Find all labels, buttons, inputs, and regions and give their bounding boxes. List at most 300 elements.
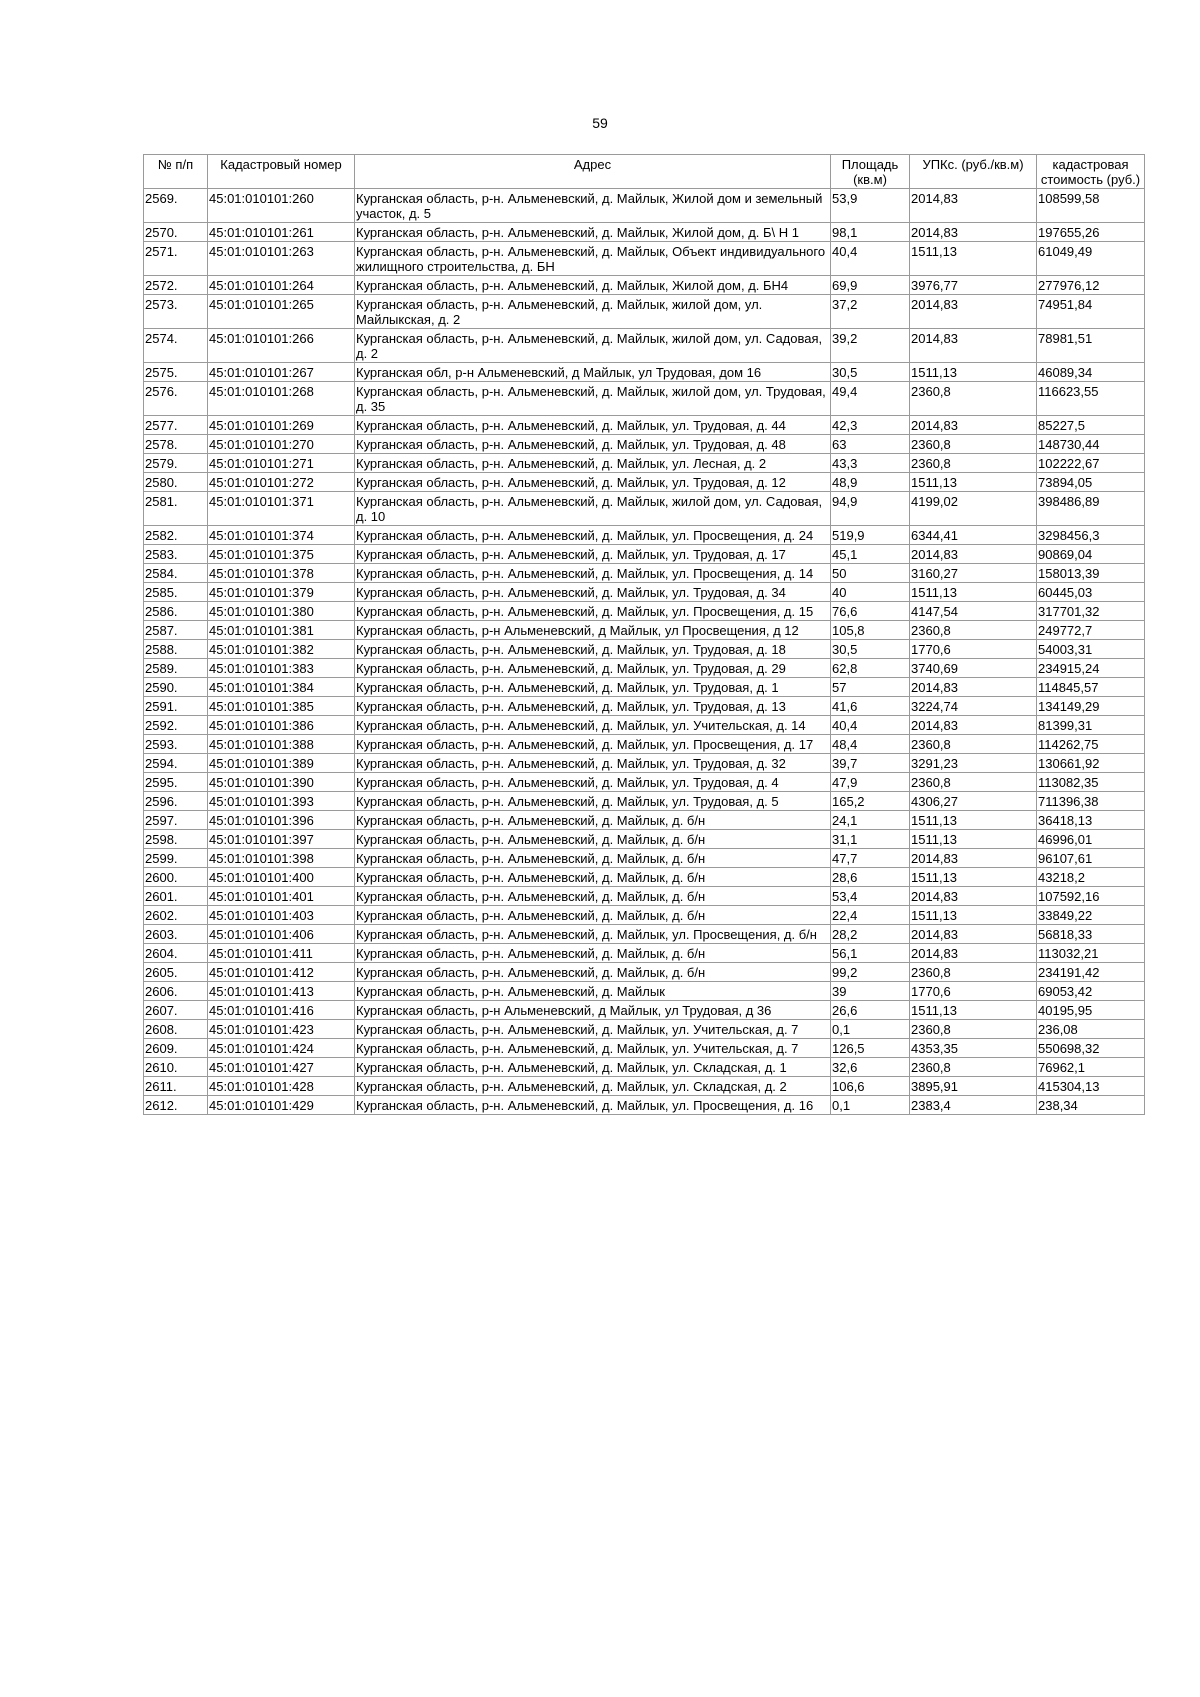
row-number-cell: 2595. [144,773,208,792]
table-row [144,564,1145,583]
cadastral-number-cell: 45:01:010101:393 [208,792,355,811]
area-cell: 22,4 [831,906,910,925]
area-cell: 26,6 [831,1001,910,1020]
table-row [144,473,1145,492]
cadastral-number-cell: 45:01:010101:268 [208,382,355,416]
address-cell: Курганская область, р-н. Альменевский, д. Майлык, ул. Складская, д. 1 [355,1058,831,1077]
area-cell: 39,2 [831,329,910,363]
specific-value-cell: 2360,8 [910,621,1037,640]
cadastral-value-cell: 96107,61 [1037,849,1145,868]
area-cell: 47,7 [831,849,910,868]
address-cell: Курганская область, р-н. Альменевский, д. Майлык, Жилой дом, д. БН4 [355,276,831,295]
cadastral-value-cell: 134149,29 [1037,697,1145,716]
table-row [144,640,1145,659]
table-row [144,1058,1145,1077]
area-cell: 30,5 [831,363,910,382]
address-cell: Курганская область, р-н. Альменевский, д. Майлык, ул. Трудовая, д. 17 [355,545,831,564]
cadastral-number-cell: 45:01:010101:264 [208,276,355,295]
row-number-cell: 2571. [144,242,208,276]
address-cell: Курганская область, р-н. Альменевский, д. Майлык, д. б/н [355,868,831,887]
table-row [144,621,1145,640]
table-body [144,189,1145,1115]
cadastral-value-cell: 85227,5 [1037,416,1145,435]
area-cell: 57 [831,678,910,697]
area-cell: 48,9 [831,473,910,492]
cadastral-number-cell: 45:01:010101:424 [208,1039,355,1058]
specific-value-cell: 3895,91 [910,1077,1037,1096]
cadastral-number-cell: 45:01:010101:265 [208,295,355,329]
address-cell: Курганская область, р-н. Альменевский, д. Майлык, ул. Лесная, д. 2 [355,454,831,473]
cadastral-number-cell: 45:01:010101:388 [208,735,355,754]
cadastral-number-cell: 45:01:010101:381 [208,621,355,640]
area-cell: 28,6 [831,868,910,887]
table-row [144,454,1145,473]
specific-value-cell: 2014,83 [910,944,1037,963]
specific-value-cell: 2360,8 [910,1058,1037,1077]
cadastral-value-cell: 107592,16 [1037,887,1145,906]
table-row [144,223,1145,242]
area-cell: 31,1 [831,830,910,849]
table-row [144,242,1145,276]
area-cell: 32,6 [831,1058,910,1077]
row-number-cell: 2579. [144,454,208,473]
cadastral-value-cell: 102222,67 [1037,454,1145,473]
address-cell: Курганская область, р-н. Альменевский, д. Майлык, д. б/н [355,906,831,925]
row-number-cell: 2576. [144,382,208,416]
cadastral-value-cell: 3298456,3 [1037,526,1145,545]
cadastral-number-cell: 45:01:010101:378 [208,564,355,583]
cadastral-value-cell: 114845,57 [1037,678,1145,697]
cadastral-value-cell: 56818,33 [1037,925,1145,944]
address-cell: Курганская область, р-н. Альменевский, д. Майлык, ул. Просвещения, д. 24 [355,526,831,545]
row-number-cell: 2600. [144,868,208,887]
table-row [144,697,1145,716]
specific-value-cell: 4199,02 [910,492,1037,526]
row-number-cell: 2607. [144,1001,208,1020]
row-number-cell: 2612. [144,1096,208,1115]
specific-value-cell: 2383,4 [910,1096,1037,1115]
cadastral-value-cell: 116623,55 [1037,382,1145,416]
table-row [144,830,1145,849]
area-cell: 45,1 [831,545,910,564]
area-cell: 49,4 [831,382,910,416]
address-cell: Курганская область, р-н. Альменевский, д. Майлык, ул. Учительская, д. 7 [355,1039,831,1058]
cadastral-value-cell: 148730,44 [1037,435,1145,454]
table-row [144,189,1145,223]
cadastral-number-cell: 45:01:010101:269 [208,416,355,435]
cadastral-value-cell: 76962,1 [1037,1058,1145,1077]
cadastral-value-cell: 234915,24 [1037,659,1145,678]
specific-value-cell: 2360,8 [910,773,1037,792]
row-number-cell: 2575. [144,363,208,382]
address-cell: Курганская область, р-н. Альменевский, д. Майлык, ул. Складская, д. 2 [355,1077,831,1096]
address-cell: Курганская область, р-н. Альменевский, д. Майлык, жилой дом, ул. Трудовая, д. 35 [355,382,831,416]
address-cell: Курганская область, р-н. Альменевский, д. Майлык, ул. Трудовая, д. 13 [355,697,831,716]
row-number-cell: 2591. [144,697,208,716]
area-cell: 106,6 [831,1077,910,1096]
specific-value-cell: 2360,8 [910,963,1037,982]
address-cell: Курганская область, р-н. Альменевский, д. Майлык, ул. Просвещения, д. 14 [355,564,831,583]
specific-value-cell: 4147,54 [910,602,1037,621]
row-number-cell: 2598. [144,830,208,849]
row-number-cell: 2573. [144,295,208,329]
row-number-cell: 2605. [144,963,208,982]
table-row [144,906,1145,925]
address-cell: Курганская область, р-н. Альменевский, д. Майлык, ул. Трудовая, д. 18 [355,640,831,659]
area-cell: 56,1 [831,944,910,963]
cadastral-number-cell: 45:01:010101:384 [208,678,355,697]
specific-value-cell: 2014,83 [910,329,1037,363]
area-cell: 94,9 [831,492,910,526]
cadastral-value-cell: 398486,89 [1037,492,1145,526]
area-cell: 40 [831,583,910,602]
cadastral-value-cell: 40195,95 [1037,1001,1145,1020]
specific-value-cell: 1511,13 [910,473,1037,492]
cadastral-number-cell: 45:01:010101:371 [208,492,355,526]
table-row [144,1001,1145,1020]
cadastral-value-cell: 33849,22 [1037,906,1145,925]
specific-value-cell: 2360,8 [910,382,1037,416]
address-cell: Курганская область, р-н. Альменевский, д. Майлык, Объект индивидуального жилищного строительства, д. БН [355,242,831,276]
cadastral-number-cell: 45:01:010101:412 [208,963,355,982]
cadastral-number-cell: 45:01:010101:382 [208,640,355,659]
row-number-cell: 2592. [144,716,208,735]
row-number-cell: 2608. [144,1020,208,1039]
area-cell: 53,4 [831,887,910,906]
cadastral-value-cell: 46996,01 [1037,830,1145,849]
cadastral-number-cell: 45:01:010101:379 [208,583,355,602]
specific-value-cell: 1511,13 [910,868,1037,887]
specific-value-cell: 1770,6 [910,982,1037,1001]
header-area: Площадь (кв.м) [831,155,910,189]
cadastral-value-cell: 81399,31 [1037,716,1145,735]
table-row [144,925,1145,944]
cadastral-value-cell: 197655,26 [1037,223,1145,242]
specific-value-cell: 3224,74 [910,697,1037,716]
specific-value-cell: 3740,69 [910,659,1037,678]
area-cell: 0,1 [831,1096,910,1115]
address-cell: Курганская область, р-н. Альменевский, д. Майлык, ул. Просвещения, д. б/н [355,925,831,944]
cadastral-value-cell: 234191,42 [1037,963,1145,982]
row-number-cell: 2580. [144,473,208,492]
row-number-cell: 2609. [144,1039,208,1058]
cadastral-number-cell: 45:01:010101:386 [208,716,355,735]
row-number-cell: 2594. [144,754,208,773]
cadastral-value-cell: 73894,05 [1037,473,1145,492]
table-row [144,435,1145,454]
header-cadastral-value: кадастровая стоимость (руб.) [1037,155,1145,189]
table-row [144,545,1145,564]
specific-value-cell: 6344,41 [910,526,1037,545]
specific-value-cell: 2360,8 [910,435,1037,454]
area-cell: 47,9 [831,773,910,792]
table-row [144,1077,1145,1096]
table-row [144,982,1145,1001]
area-cell: 37,2 [831,295,910,329]
area-cell: 53,9 [831,189,910,223]
cadastral-number-cell: 45:01:010101:413 [208,982,355,1001]
row-number-cell: 2584. [144,564,208,583]
area-cell: 40,4 [831,242,910,276]
row-number-cell: 2590. [144,678,208,697]
row-number-cell: 2588. [144,640,208,659]
row-number-cell: 2578. [144,435,208,454]
cadastral-number-cell: 45:01:010101:385 [208,697,355,716]
cadastral-number-cell: 45:01:010101:390 [208,773,355,792]
address-cell: Курганская область, р-н. Альменевский, д. Майлык, жилой дом, ул. Майлыкская, д. 2 [355,295,831,329]
row-number-cell: 2599. [144,849,208,868]
area-cell: 76,6 [831,602,910,621]
row-number-cell: 2601. [144,887,208,906]
row-number-cell: 2574. [144,329,208,363]
address-cell: Курганская область, р-н. Альменевский, д. Майлык, Жилой дом и земельный участок, д. 5 [355,189,831,223]
area-cell: 0,1 [831,1020,910,1039]
row-number-cell: 2611. [144,1077,208,1096]
area-cell: 63 [831,435,910,454]
table-row [144,735,1145,754]
row-number-cell: 2570. [144,223,208,242]
area-cell: 43,3 [831,454,910,473]
area-cell: 28,2 [831,925,910,944]
row-number-cell: 2593. [144,735,208,754]
area-cell: 40,4 [831,716,910,735]
row-number-cell: 2587. [144,621,208,640]
cadastral-number-cell: 45:01:010101:416 [208,1001,355,1020]
area-cell: 62,8 [831,659,910,678]
header-cadastral-number: Кадастровый номер [208,155,355,189]
specific-value-cell: 2360,8 [910,735,1037,754]
cadastral-value-table [143,154,1145,1115]
cadastral-value-cell: 158013,39 [1037,564,1145,583]
specific-value-cell: 2014,83 [910,223,1037,242]
row-number-cell: 2597. [144,811,208,830]
row-number-cell: 2577. [144,416,208,435]
address-cell: Курганская область, р-н Альменевский, д Майлык, ул Трудовая, д 36 [355,1001,831,1020]
address-cell: Курганская область, р-н. Альменевский, д. Майлык [355,982,831,1001]
address-cell: Курганская область, р-н. Альменевский, д. Майлык, ул. Просвещения, д. 16 [355,1096,831,1115]
row-number-cell: 2606. [144,982,208,1001]
cadastral-value-cell: 130661,92 [1037,754,1145,773]
table-row [144,868,1145,887]
area-cell: 42,3 [831,416,910,435]
row-number-cell: 2569. [144,189,208,223]
cadastral-value-cell: 43218,2 [1037,868,1145,887]
specific-value-cell: 2360,8 [910,454,1037,473]
table-row [144,811,1145,830]
address-cell: Курганская область, р-н. Альменевский, д. Майлык, ул. Учительская, д. 7 [355,1020,831,1039]
row-number-cell: 2582. [144,526,208,545]
specific-value-cell: 3976,77 [910,276,1037,295]
cadastral-value-cell: 238,34 [1037,1096,1145,1115]
cadastral-value-cell: 249772,7 [1037,621,1145,640]
cadastral-value-cell: 78981,51 [1037,329,1145,363]
table-row [144,754,1145,773]
table-row [144,963,1145,982]
row-number-cell: 2586. [144,602,208,621]
row-number-cell: 2572. [144,276,208,295]
table-row [144,716,1145,735]
table-row [144,792,1145,811]
area-cell: 50 [831,564,910,583]
table-header-row [144,155,1145,189]
cadastral-number-cell: 45:01:010101:263 [208,242,355,276]
specific-value-cell: 1511,13 [910,363,1037,382]
table-row [144,276,1145,295]
address-cell: Курганская область, р-н. Альменевский, д. Майлык, д. б/н [355,849,831,868]
area-cell: 126,5 [831,1039,910,1058]
area-cell: 519,9 [831,526,910,545]
table-row [144,526,1145,545]
address-cell: Курганская область, р-н. Альменевский, д. Майлык, д. б/н [355,887,831,906]
specific-value-cell: 3291,23 [910,754,1037,773]
address-cell: Курганская область, р-н. Альменевский, д. Майлык, ул. Просвещения, д. 17 [355,735,831,754]
specific-value-cell: 3160,27 [910,564,1037,583]
area-cell: 30,5 [831,640,910,659]
row-number-cell: 2596. [144,792,208,811]
cadastral-number-cell: 45:01:010101:403 [208,906,355,925]
specific-value-cell: 4353,35 [910,1039,1037,1058]
row-number-cell: 2604. [144,944,208,963]
table-row [144,849,1145,868]
cadastral-value-cell: 108599,58 [1037,189,1145,223]
cadastral-value-cell: 113082,35 [1037,773,1145,792]
area-cell: 24,1 [831,811,910,830]
cadastral-value-cell: 113032,21 [1037,944,1145,963]
table-row [144,382,1145,416]
specific-value-cell: 2014,83 [910,849,1037,868]
cadastral-number-cell: 45:01:010101:397 [208,830,355,849]
address-cell: Курганская область, р-н. Альменевский, д. Майлык, жилой дом, ул. Садовая, д. 2 [355,329,831,363]
row-number-cell: 2583. [144,545,208,564]
table-row [144,329,1145,363]
table-row [144,887,1145,906]
cadastral-number-cell: 45:01:010101:411 [208,944,355,963]
specific-value-cell: 1511,13 [910,906,1037,925]
cadastral-number-cell: 45:01:010101:429 [208,1096,355,1115]
address-cell: Курганская область, р-н. Альменевский, д. Майлык, д. б/н [355,963,831,982]
specific-value-cell: 2014,83 [910,416,1037,435]
area-cell: 41,6 [831,697,910,716]
table-row [144,295,1145,329]
address-cell: Курганская область, р-н Альменевский, д Майлык, ул Просвещения, д 12 [355,621,831,640]
table-row [144,583,1145,602]
address-cell: Курганская область, р-н. Альменевский, д. Майлык, ул. Просвещения, д. 15 [355,602,831,621]
cadastral-number-cell: 45:01:010101:270 [208,435,355,454]
cadastral-number-cell: 45:01:010101:383 [208,659,355,678]
specific-value-cell: 4306,27 [910,792,1037,811]
cadastral-number-cell: 45:01:010101:401 [208,887,355,906]
cadastral-number-cell: 45:01:010101:266 [208,329,355,363]
address-cell: Курганская область, р-н. Альменевский, д. Майлык, ул. Трудовая, д. 29 [355,659,831,678]
area-cell: 48,4 [831,735,910,754]
address-cell: Курганская область, р-н. Альменевский, д. Майлык, ул. Трудовая, д. 1 [355,678,831,697]
specific-value-cell: 1511,13 [910,1001,1037,1020]
cadastral-number-cell: 45:01:010101:261 [208,223,355,242]
address-cell: Курганская область, р-н. Альменевский, д. Майлык, д. б/н [355,944,831,963]
address-cell: Курганская область, р-н. Альменевский, д. Майлык, ул. Трудовая, д. 4 [355,773,831,792]
cadastral-number-cell: 45:01:010101:406 [208,925,355,944]
address-cell: Курганская область, р-н. Альменевский, д. Майлык, ул. Трудовая, д. 5 [355,792,831,811]
cadastral-value-cell: 550698,32 [1037,1039,1145,1058]
cadastral-number-cell: 45:01:010101:398 [208,849,355,868]
row-number-cell: 2589. [144,659,208,678]
cadastral-number-cell: 45:01:010101:267 [208,363,355,382]
row-number-cell: 2602. [144,906,208,925]
table-row [144,678,1145,697]
cadastral-value-cell: 415304,13 [1037,1077,1145,1096]
cadastral-value-cell: 277976,12 [1037,276,1145,295]
cadastral-value-cell: 74951,84 [1037,295,1145,329]
area-cell: 69,9 [831,276,910,295]
table-row [144,773,1145,792]
table-row [144,1020,1145,1039]
cadastral-number-cell: 45:01:010101:400 [208,868,355,887]
specific-value-cell: 2360,8 [910,1020,1037,1039]
address-cell: Курганская область, р-н. Альменевский, д. Майлык, ул. Трудовая, д. 48 [355,435,831,454]
area-cell: 39 [831,982,910,1001]
table-row [144,492,1145,526]
cadastral-number-cell: 45:01:010101:271 [208,454,355,473]
table-row [144,416,1145,435]
address-cell: Курганская область, р-н. Альменевский, д. Майлык, ул. Трудовая, д. 32 [355,754,831,773]
cadastral-number-cell: 45:01:010101:423 [208,1020,355,1039]
specific-value-cell: 1511,13 [910,242,1037,276]
cadastral-value-cell: 711396,38 [1037,792,1145,811]
cadastral-number-cell: 45:01:010101:396 [208,811,355,830]
address-cell: Курганская область, р-н. Альменевский, д. Майлык, ул. Трудовая, д. 44 [355,416,831,435]
address-cell: Курганская область, р-н. Альменевский, д. Майлык, Жилой дом, д. Б\ Н 1 [355,223,831,242]
cadastral-value-cell: 46089,34 [1037,363,1145,382]
table-row [144,1096,1145,1115]
cadastral-value-cell: 90869,04 [1037,545,1145,564]
cadastral-number-cell: 45:01:010101:380 [208,602,355,621]
specific-value-cell: 2014,83 [910,678,1037,697]
specific-value-cell: 2014,83 [910,925,1037,944]
specific-value-cell: 2014,83 [910,189,1037,223]
header-row-number: № п/п [144,155,208,189]
table-row [144,659,1145,678]
cadastral-number-cell: 45:01:010101:272 [208,473,355,492]
area-cell: 105,8 [831,621,910,640]
area-cell: 98,1 [831,223,910,242]
cadastral-number-cell: 45:01:010101:428 [208,1077,355,1096]
page-number: 59 [592,115,608,131]
specific-value-cell: 2014,83 [910,295,1037,329]
table-row [144,1039,1145,1058]
row-number-cell: 2581. [144,492,208,526]
specific-value-cell: 2014,83 [910,545,1037,564]
cadastral-value-cell: 69053,42 [1037,982,1145,1001]
row-number-cell: 2585. [144,583,208,602]
cadastral-value-cell: 61049,49 [1037,242,1145,276]
specific-value-cell: 1511,13 [910,830,1037,849]
header-specific-value: УПКс. (руб./кв.м) [910,155,1037,189]
table-row [144,602,1145,621]
specific-value-cell: 2014,83 [910,887,1037,906]
address-cell: Курганская область, р-н. Альменевский, д. Майлык, ул. Трудовая, д. 34 [355,583,831,602]
address-cell: Курганская обл, р-н Альменевский, д Майлык, ул Трудовая, дом 16 [355,363,831,382]
cadastral-value-cell: 36418,13 [1037,811,1145,830]
cadastral-number-cell: 45:01:010101:374 [208,526,355,545]
specific-value-cell: 1511,13 [910,811,1037,830]
address-cell: Курганская область, р-н. Альменевский, д. Майлык, ул. Трудовая, д. 12 [355,473,831,492]
row-number-cell: 2610. [144,1058,208,1077]
cadastral-value-cell: 114262,75 [1037,735,1145,754]
area-cell: 165,2 [831,792,910,811]
cadastral-number-cell: 45:01:010101:260 [208,189,355,223]
cadastral-value-cell: 317701,32 [1037,602,1145,621]
area-cell: 99,2 [831,963,910,982]
